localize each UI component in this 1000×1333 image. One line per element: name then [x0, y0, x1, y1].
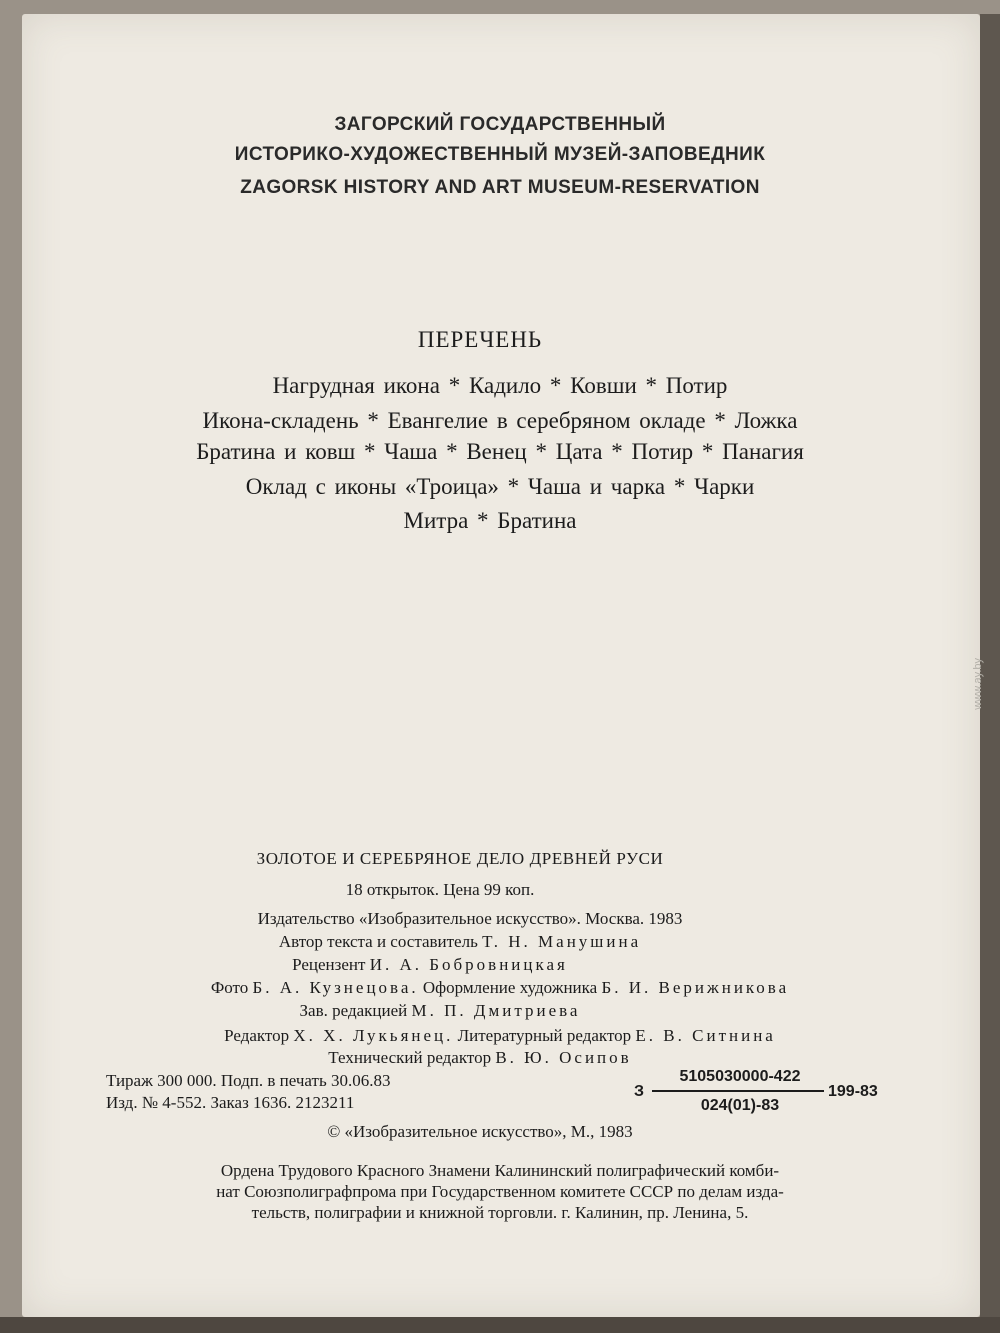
- editor-line: [0, 1026, 1000, 1046]
- list-row-5: Митра * Братина: [403, 508, 577, 533]
- list-title: ПЕРЕЧЕНЬ: [417, 327, 543, 352]
- code-numerator: 5105030000-422: [679, 1068, 801, 1085]
- publisher: Издательство «Изобразительное искусство». Москва. 1983: [257, 909, 683, 928]
- reviewer-line: [0, 955, 930, 975]
- code-fraction-rule: [652, 1090, 824, 1092]
- printer-line2: нат Союзполиграфпрома при Государственном комитете СССР по делам изда-: [216, 1182, 784, 1201]
- author-label: Автор текста и составитель: [278, 932, 478, 951]
- printer-line1: Ордена Трудового Красного Знамени Калининский полиграфический комби-: [220, 1161, 780, 1180]
- author-name: Т. Н. Манушина: [482, 932, 642, 951]
- reviewer-name: И. А. Бобровницкая: [369, 955, 568, 974]
- count-price: 18 открыток. Цена 99 коп.: [345, 880, 535, 899]
- code-denominator: 024(01)-83: [700, 1097, 780, 1114]
- design-name: Б. И. Верижникова: [601, 978, 790, 997]
- set-title: ЗОЛОТОЕ И СЕРЕБРЯНОЕ ДЕЛО ДРЕВНЕЙ РУСИ: [256, 849, 664, 868]
- lit-editor-label: Литературный редактор: [457, 1026, 632, 1045]
- code-prefix: З: [634, 1083, 645, 1100]
- author-line: [0, 932, 960, 952]
- photo-design-line: [0, 978, 1000, 998]
- list-row-4: Оклад с иконы «Троица» * Чаша и чарка * Чарки: [245, 474, 755, 499]
- reviewer-label: Рецензент: [292, 955, 366, 974]
- tech-editor-label: Технический редактор: [328, 1048, 492, 1067]
- list-row-3: Братина и ковш * Чаша * Венец * Цата * Потир * Панагия: [196, 439, 804, 464]
- head-name: М. П. Дмитриева: [411, 1001, 581, 1020]
- museum-name-line1: ЗАГОРСКИЙ ГОСУДАРСТВЕННЫЙ: [334, 114, 666, 135]
- editor-label: Редактор: [224, 1026, 290, 1045]
- list-row-1: Нагрудная икона * Кадило * Ковши * Потир: [272, 373, 728, 398]
- tech-editor-name: В. Ю. Осипов: [495, 1048, 632, 1067]
- order-number: Изд. № 4-552. Заказ 1636. 2123211: [106, 1093, 355, 1112]
- museum-name-line2: ИСТОРИКО-ХУДОЖЕСТВЕННЫЙ МУЗЕЙ-ЗАПОВЕДНИК: [234, 144, 766, 165]
- photo-label: Фото: [210, 978, 249, 997]
- code-suffix: 199-83: [828, 1083, 878, 1100]
- lit-editor-name: Е. В. Ситнина: [635, 1026, 776, 1045]
- editor-name: Х. Х. Лукьянец.: [293, 1026, 454, 1045]
- printer-line3: тельств, полиграфии и книжной торговли. г. Калинин, пр. Ленина, 5.: [251, 1203, 749, 1222]
- watermark: www.ay.by: [972, 658, 984, 710]
- photo-name: Б. А. Кузнецова.: [252, 978, 419, 997]
- museum-name-english: ZAGORSK HISTORY AND ART MUSEUM-RESERVATION: [240, 177, 760, 198]
- table-surface: [0, 1317, 1000, 1333]
- design-label: Оформление художника: [422, 978, 598, 997]
- head-label: Зав. редакцией: [299, 1001, 408, 1020]
- head-line: [0, 1001, 940, 1021]
- print-run: Тираж 300 000. Подп. в печать 30.06.83: [106, 1071, 391, 1090]
- tech-editor-line: [0, 1048, 980, 1068]
- list-row-2: Икона-складень * Евангелие в серебряном окладе * Ложка: [202, 408, 798, 433]
- copyright: © «Изобразительное искусство», М., 1983: [327, 1122, 633, 1141]
